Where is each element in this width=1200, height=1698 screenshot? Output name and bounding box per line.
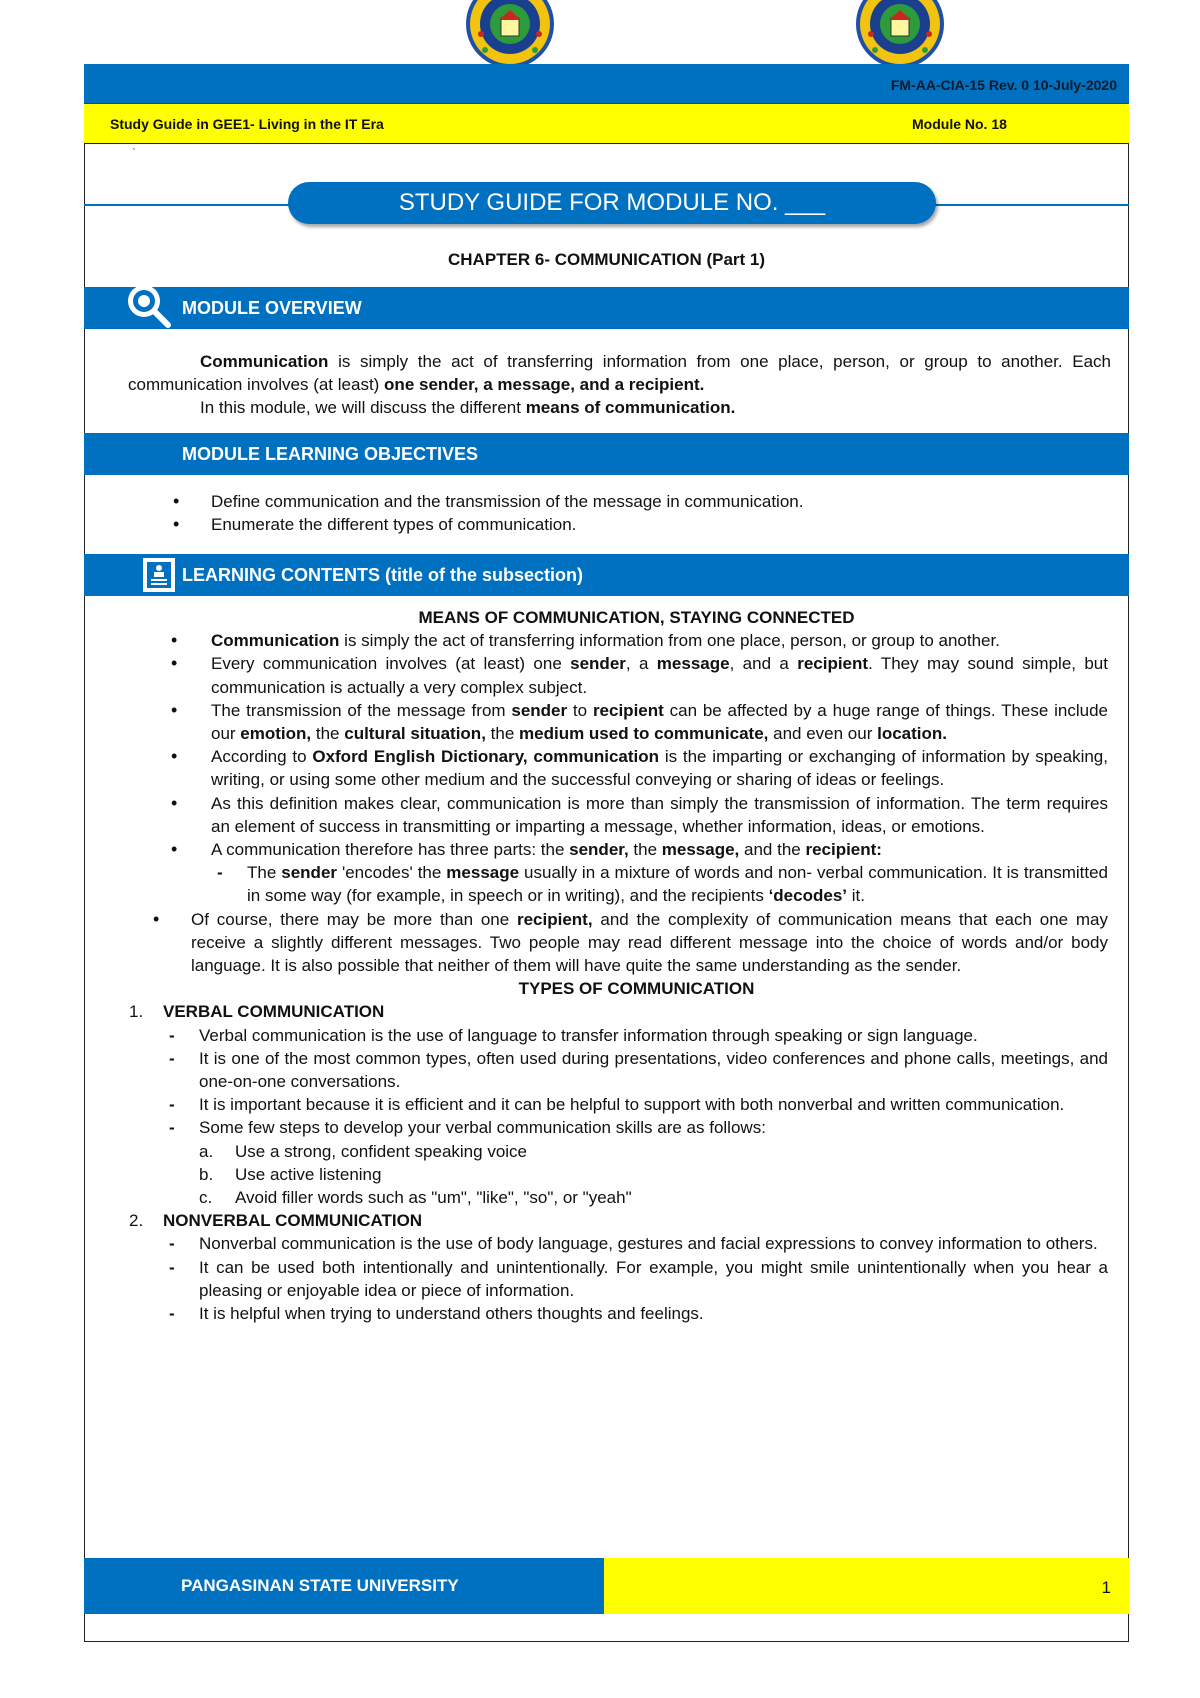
bold-text: recipient — [797, 654, 869, 674]
module-overview-bar — [84, 287, 1129, 329]
text-run: According to — [211, 747, 313, 767]
module-number: Module No. 18 — [912, 116, 1007, 132]
verbal-item: - It is important because it is efficient and it can be helpful to support with both nonverbal and written communication. — [163, 1093, 1108, 1116]
types-heading: TYPES OF COMMUNICATION — [518, 979, 755, 999]
text-run: In this module, we will discuss the different — [200, 398, 526, 417]
footer-page-bar — [604, 1558, 1129, 1614]
learning-contents-heading: LEARNING CONTENTS (title of the subsection) — [182, 565, 584, 585]
step-text: Use active listening — [235, 1164, 382, 1184]
means-item — [165, 699, 1108, 745]
types-list — [129, 1000, 1108, 1325]
bold-text: recipient: — [805, 840, 882, 860]
text-run: is simply the act of transferring information from one place, person, or group to another. Each communication involves (at least) — [128, 352, 1111, 394]
verbal-item: - Verbal communication is the use of language to transfer information through speaking or sign language. — [163, 1024, 1108, 1047]
text-run: it. — [847, 886, 865, 906]
study-guide-title: STUDY GUIDE FOR MODULE NO. ___ — [288, 182, 936, 224]
bold-text: sender, — [569, 840, 629, 860]
step-text: Avoid filler words such as "um", "like", "so", or "yeah" — [235, 1188, 632, 1208]
module-overview-heading: MODULE OVERVIEW — [182, 298, 362, 318]
step-mark: c. — [199, 1188, 213, 1208]
text-run: can be affected by a huge range of things. These include our — [211, 700, 1109, 744]
bold-text: Communication — [200, 352, 329, 371]
title-rule-right — [935, 204, 1129, 206]
of-course-item — [155, 908, 1108, 978]
text-run: , a — [625, 654, 657, 674]
text-run: . They may sound simple, but communication is actually a very complex subject. — [211, 654, 1108, 697]
bold-text: recipient, — [516, 909, 593, 929]
text-run: and even our — [768, 724, 878, 744]
means-item — [165, 652, 1108, 698]
bold-text: message, — [661, 840, 740, 860]
type-nonverbal — [129, 1209, 1108, 1325]
verbal-step — [199, 1140, 1108, 1163]
subject-title: Study Guide in GEE1- Living in the IT Era — [110, 116, 384, 132]
bold-text: ‘decodes’ — [768, 886, 847, 906]
objective-item: • Enumerate the different types of communication. — [165, 513, 1105, 536]
text-run: Every communication involves (at least) one — [211, 654, 571, 674]
verbal-item — [163, 1116, 1108, 1209]
title-rule-left — [84, 204, 289, 206]
university-seal-left — [465, 0, 555, 72]
page-number: 1 — [1101, 1578, 1111, 1597]
text-run: the — [485, 724, 520, 744]
bold-text: cultural situation, — [344, 724, 486, 744]
text-run: A communication therefore has three parts: the — [211, 840, 570, 860]
bold-text: message — [656, 654, 730, 674]
nonverbal-item: - Nonverbal communication is the use of body language, gestures and facial expressions to convey information to others. — [163, 1232, 1108, 1255]
means-item — [165, 629, 1108, 652]
nonverbal-item: - It is helpful when trying to understand others thoughts and feelings. — [163, 1302, 1108, 1325]
text-run: The — [247, 863, 282, 883]
verbal-step — [199, 1163, 1108, 1186]
bold-text: recipient — [592, 700, 664, 720]
objectives-list — [165, 490, 1105, 536]
type-title: VERBAL COMMUNICATION — [163, 1002, 385, 1022]
objective-item: • Define communication and the transmission of the message in communication. — [165, 490, 1105, 513]
module-overview-text — [128, 350, 1111, 419]
bold-text: one sender, a message, and a recipient. — [384, 375, 705, 394]
chapter-title: CHAPTER 6- COMMUNICATION (Part 1) — [447, 250, 766, 269]
verbal-steps — [199, 1140, 1108, 1210]
text-run: and the complexity of communication means that each one may receive a slightly different messages. Two people may read different message into the choice of words and/or body language. It is also possible that neither of them will have quite the same understanding as the sender. — [191, 909, 1109, 976]
learning-objectives-heading: MODULE LEARNING OBJECTIVES — [182, 444, 479, 464]
form-code: FM-AA-CIA-15 Rev. 0 10-July-2020 — [890, 77, 1117, 93]
type-title: NONVERBAL COMMUNICATION — [163, 1211, 423, 1231]
text-run: and the — [739, 840, 806, 860]
verbal-step — [199, 1186, 1108, 1209]
bold-text: location. — [877, 724, 948, 744]
text-run: the — [311, 724, 345, 744]
magnifier-icon — [122, 281, 176, 336]
means-item — [165, 838, 1108, 908]
bold-text: emotion, — [240, 724, 312, 744]
document-icon — [142, 557, 176, 598]
bold-text: message — [446, 863, 520, 883]
overview-paragraph-1 — [128, 350, 1111, 396]
encode-item — [211, 861, 1108, 907]
text-run: 'encodes' the — [337, 863, 447, 883]
footer-university-bar — [84, 1558, 604, 1614]
type-number: 1. — [129, 1002, 144, 1022]
stray-mark: ` — [132, 146, 136, 160]
bold-text: means of communication. — [525, 398, 736, 417]
verbal-item: - It is one of the most common types, often used during presentations, video conferences and phone calls, meetings, and one-on-one conversations. — [163, 1047, 1108, 1093]
means-heading: MEANS OF COMMUNICATION, STAYING CONNECTED — [418, 608, 855, 627]
verbal-items — [163, 1024, 1108, 1210]
nonverbal-item: - It can be used both intentionally and unintentionally. For example, you might smile unintentionally when you hear a pleasing or enjoyable idea or piece of information. — [163, 1256, 1108, 1302]
step-text: Use a strong, confident speaking voice — [235, 1141, 528, 1161]
step-mark: a. — [199, 1141, 214, 1161]
university-seal-right — [855, 0, 945, 72]
overview-paragraph-2 — [128, 396, 1111, 419]
bold-text: sender — [281, 863, 338, 883]
text-run: the — [628, 840, 662, 860]
nonverbal-items — [163, 1232, 1108, 1325]
encode-sublist — [211, 861, 1108, 907]
learning-contents-bar — [84, 554, 1129, 596]
text-run: The transmission of the message from — [211, 700, 512, 720]
type-number: 2. — [129, 1211, 144, 1231]
text-run: is the imparting or exchanging of information by speaking, writing, or using some other medium and the successful conveying or sharing of ideas or feelings. — [211, 747, 1108, 790]
bold-text: medium used to communicate, — [519, 724, 769, 744]
text-run: , and a — [729, 654, 798, 674]
text-run: is simply the act of transferring information from one place, person, or group to another. — [339, 631, 1000, 651]
means-item — [165, 745, 1108, 791]
learning-contents-body — [129, 606, 1109, 1325]
verbal-steps-intro: Some few steps to develop your verbal communication skills are as follows: — [199, 1118, 766, 1138]
three-parts-text — [211, 840, 882, 859]
header-form-bar — [84, 64, 1129, 104]
text-run: Of course, there may be more than one — [191, 909, 517, 929]
text-run: to — [567, 700, 593, 720]
means-item — [165, 792, 1108, 838]
bold-text: Oxford English Dictionary, communication — [312, 747, 660, 767]
bold-text: sender — [570, 654, 626, 674]
learning-objectives-bar — [84, 433, 1129, 475]
bold-text: sender — [511, 700, 568, 720]
bold-text: Communication — [211, 631, 340, 651]
header-subject-bar — [84, 104, 1129, 144]
means-list — [165, 629, 1108, 977]
text-run: As this definition makes clear, communication is more than simply the transmission of information. The term requires an element of success in transmitting or imparting a message, whether information, ideas, or emotions. — [211, 793, 1108, 836]
type-verbal — [129, 1000, 1108, 1209]
university-name: PANGASINAN STATE UNIVERSITY — [181, 1576, 459, 1595]
text-run: usually in a mixture of words and non- verbal communication. It is transmitted in some way (for example, in speech or in writing), and the recipients — [247, 863, 1108, 906]
step-mark: b. — [199, 1164, 214, 1184]
